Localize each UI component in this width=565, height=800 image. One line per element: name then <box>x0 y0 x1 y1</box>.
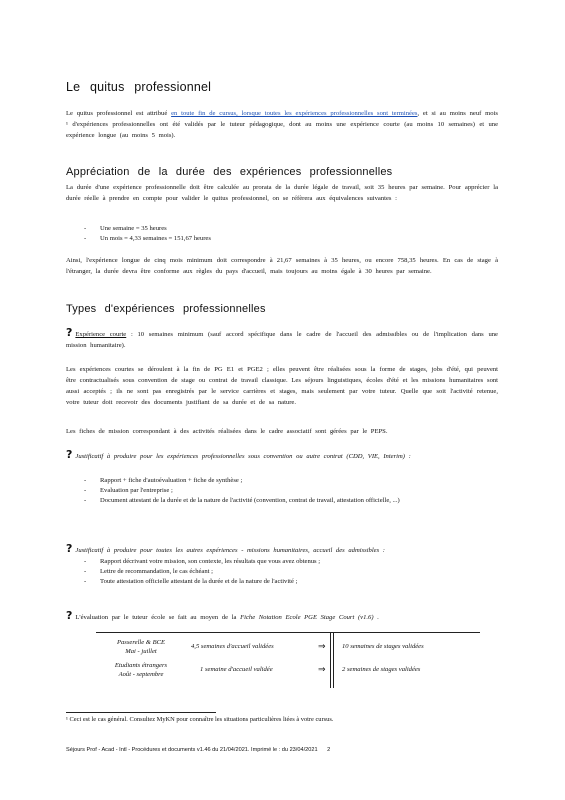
duration-paragraph: La durée d'une expérience professionnelle doit être calculée au prorata de la durée légale de travail, soit 35 heures par semaine. Pour apprécier la durée réelle à prendre en compte pour valider le quitus professionnel, on se réfèrera aux équivalences suivantes : <box>66 184 498 202</box>
table-row-1-accueil: 4,5 semaines d'accueil validées <box>191 643 274 650</box>
equivalence-item: - Une semaine = 35 heures <box>84 224 384 234</box>
equivalence-item: - Un mois = 4,33 semaines = 151,67 heures <box>84 234 384 244</box>
table-row-2-label: Etudiants étrangers Août - septembre <box>114 662 168 678</box>
arrow-icon: ⇒ <box>318 664 326 674</box>
table-divider-2 <box>333 632 334 688</box>
justification-item: - Rapport + fiche d'autoévaluation + fiche de synthèse ; <box>84 476 498 486</box>
short-experience-details: Les expériences courtes se déroulent à la fin de PG E1 et PGE2 ; elles peuvent être réalisées sous la forme de stages, jobs d'été, qui peuvent être contractualisés sous convention de stage ou contrat de travail classique. Les séjours linguistiques, écoles d'été et les missions humanitaires sont aussi acceptés ; ils ne sont pas enregistrés par le service carrières et stages, mais seulement par votre tuteur. Quelle que soit l'activité retenue, votre tuteur doit recevoir des documents justifiant de sa durée et de sa nature. <box>66 366 498 406</box>
footer-title: Séjours Prof - Acad - Intl <box>66 747 127 753</box>
short-experience-label: Expérience courte <box>75 331 127 338</box>
table-row-2-stages: 2 semaines de stages validées <box>342 666 421 673</box>
question-mark-icon: ? <box>66 326 73 339</box>
short-experience-text: : 10 semaines minimum (sauf accord spécifique dans le cadre de l'accueil des admissibles ou de l'implication dans une mission humanitaire). <box>66 331 498 349</box>
intro-link[interactable]: en toute fin de cursus, lorsque toutes les expériences professionnelles sont terminées <box>171 110 418 117</box>
footnote: ¹ Ceci est le cas général. Consultez MyKN pour connaître les situations particulières liées à votre cursus. <box>66 716 334 723</box>
justification-2-list <box>84 557 498 587</box>
peps-paragraph: Les fiches de mission correspondant à des activités réalisées dans le cadre associatif sont gérées par le PEPS. <box>66 428 388 435</box>
evaluation-paragraph: ? L'évaluation par le tuteur école se fait au moyen de la Fiche Notation Ecole PGE Stage Court (v1.6) . <box>66 609 379 622</box>
justification-1-list <box>84 476 498 506</box>
intro-text-end: , et si au moins neuf mois ¹ d'expériences professionnelles ont été validés par le tuteur pédagogique, dont au moins une expérience courte (au moins 10 semaines) et une expérience longue (au moins 5 mois). <box>66 110 498 139</box>
short-experience-paragraph <box>66 327 498 351</box>
evaluation-form-name: Fiche Notation Ecole PGE Stage Court (v1.6) <box>240 614 374 621</box>
justification-item: - Lettre de recommandation, le cas échéant ; <box>84 567 498 577</box>
page-footer <box>66 747 498 753</box>
table-row-2-accueil: 1 semaine d'accueil validée <box>200 666 273 673</box>
table-divider-1 <box>330 632 331 688</box>
section-heading-types: Types d'expériences professionnelles <box>66 303 266 315</box>
table-row-1-stages: 10 semaines de stages validées <box>342 643 424 650</box>
question-mark-icon: ? <box>66 448 73 461</box>
justification-2-title: ? Justificatif à produire pour toutes les autres expériences - missions humanitaires, accueil des admissibles : <box>66 542 385 555</box>
page-title: Le quitus professionnel <box>66 80 212 94</box>
equivalence-list <box>84 224 384 244</box>
table-row-1-label: Passerelle & BCE Mai - juillet <box>116 639 166 655</box>
footnote-separator <box>66 712 216 713</box>
justification-item: - Rapport décrivant votre mission, son contexte, les résultats que vous avez obtenus ; <box>84 557 498 567</box>
equivalence-table <box>96 632 480 688</box>
justification-item: - Evaluation par l'entreprise ; <box>84 486 498 496</box>
footer-info: - Procédures et documents v1.46 du 21/04/2021. Imprimé le : du 23/04/2021 <box>128 747 318 753</box>
table-top-border <box>96 632 480 633</box>
question-mark-icon: ? <box>66 609 73 622</box>
justification-item: - Toute attestation officielle attestant de la durée et de la nature de l'activité ; <box>84 577 498 587</box>
page-number: 2 <box>327 747 331 753</box>
justification-item: - Document attestant de la durée et de la nature de l'activité (convention, contrat de travail, attestation officielle, ...) <box>84 496 498 506</box>
duration-paragraph-2: Ainsi, l'expérience longue de cinq mois minimum doit correspondre à 21,67 semaines à 35 heures, ou encore 758,35 heures. En cas de stage à l'étranger, la durée devra être conforme aux règles du pays d'accueil, mais toujours au moins égale à 30 heures par semaine. <box>66 257 498 275</box>
justification-1-title: ? Justificatif à produire pour les expériences professionnelles sous convention ou autre contrat (CDD, VIE, Interim) : <box>66 448 411 461</box>
section-heading-duration: Appréciation de la durée des expériences professionnelles <box>66 166 393 178</box>
question-mark-icon: ? <box>66 542 73 555</box>
intro-paragraph <box>66 108 498 141</box>
intro-text-start: Le quitus professionnel est attribué <box>66 110 172 117</box>
arrow-icon: ⇒ <box>318 641 326 651</box>
